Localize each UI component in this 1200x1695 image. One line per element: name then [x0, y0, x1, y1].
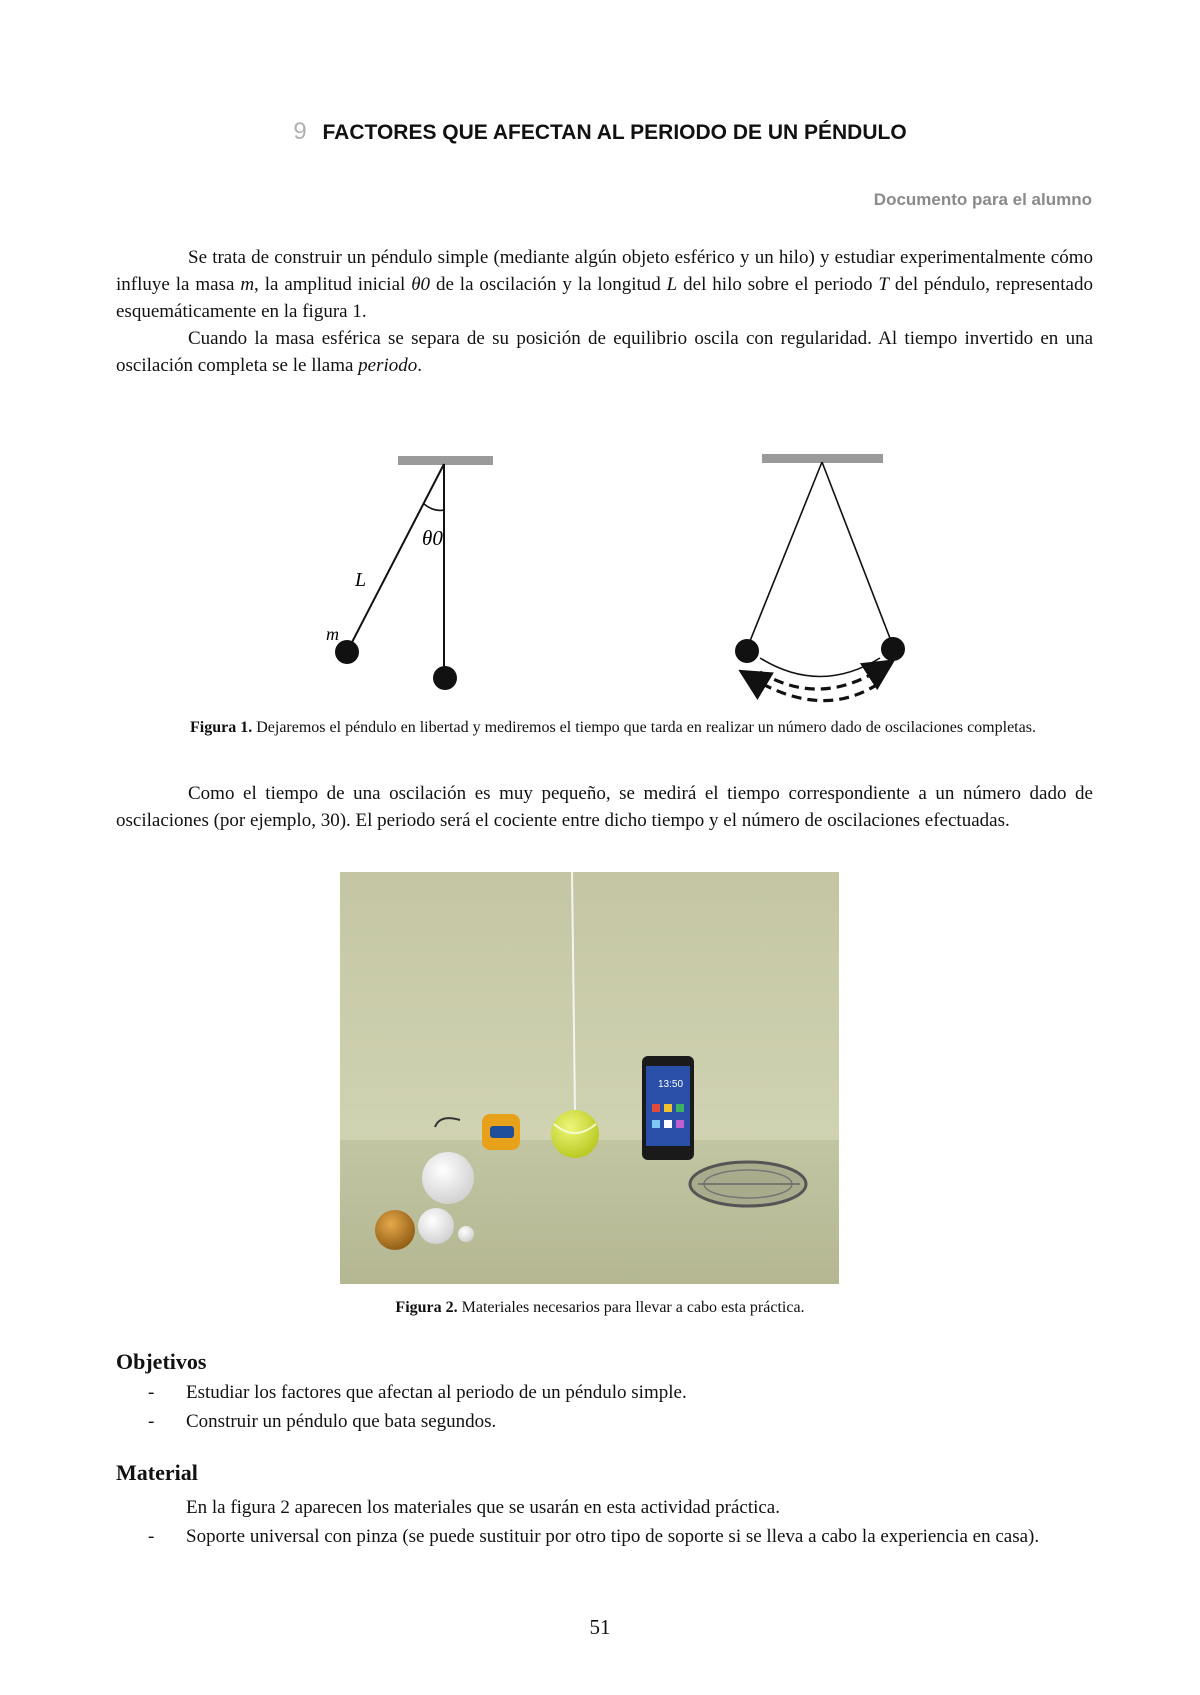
figure-1-caption	[190, 716, 1040, 740]
wooden-ball	[375, 1210, 415, 1250]
support-bar-left	[398, 456, 493, 465]
string-displaced	[348, 464, 444, 650]
figure-2-caption-text: Materiales necesarios para llevar a cabo esta práctica.	[461, 1299, 805, 1316]
measuring-tape-label	[490, 1126, 514, 1138]
intro-paragraph-2	[116, 325, 1093, 379]
text-run: .	[417, 355, 423, 376]
symbol-L: L	[666, 274, 678, 295]
intro-paragraph-1	[116, 244, 1093, 325]
page-number: 51	[589, 1615, 611, 1639]
figure-1-caption-text: Dejaremos el péndulo en libertad y mediremos el tiempo que tarda en realizar un número dado de oscilaciones completas.	[256, 719, 1036, 736]
support-bar-right	[762, 454, 883, 463]
label-m: m	[326, 624, 339, 644]
figure-2-caption	[0, 1296, 1200, 1320]
text-run: Se trata de construir un péndulo simple (mediante algún objeto esférico y un hilo) y estudiar experimentalmente cómo influye la masa	[116, 247, 1093, 295]
chapter-title: FACTORES QUE AFECTAN AL PERIODO DE UN PÉNDULO	[322, 121, 907, 144]
list-item-text: Construir un péndulo que bata segundos.	[186, 1411, 497, 1432]
label-L: L	[355, 569, 367, 591]
app-icon	[676, 1104, 684, 1112]
list-bullet: -	[148, 1411, 155, 1432]
text-run: de la oscilación y la longitud	[430, 274, 667, 295]
app-icon	[652, 1104, 660, 1112]
paragraph-measurement	[116, 780, 1093, 834]
chapter-number: 9	[293, 118, 307, 145]
angle-arc	[424, 504, 444, 510]
figure-2-photo	[340, 872, 839, 1284]
symbol-T: T	[878, 274, 889, 295]
list-item	[150, 1379, 1093, 1406]
swing-arrow-right	[760, 668, 882, 689]
string-left-extreme	[748, 462, 822, 646]
list-item	[150, 1523, 1093, 1550]
photo-wall	[340, 872, 839, 1142]
text-run: , la amplitud inicial	[254, 274, 412, 295]
large-white-ball	[422, 1152, 474, 1204]
bob-equilibrium	[433, 666, 457, 690]
phone-clock: 13:50	[658, 1079, 684, 1090]
text-run: del péndulo, representado esquemáticamente en la figura 1.	[116, 274, 1093, 322]
symbol-theta0: θ0	[411, 274, 431, 295]
figure-1-pendulum-diagram	[0, 440, 1200, 710]
small-ball	[458, 1226, 474, 1242]
app-icon	[676, 1120, 684, 1128]
section-heading-objetivos: Objetivos	[116, 1349, 207, 1374]
materials-photo	[340, 872, 839, 1284]
material-intro: En la figura 2 aparecen los materiales que se usarán en esta actividad práctica.	[186, 1497, 780, 1518]
ping-pong-ball	[418, 1208, 454, 1244]
label-theta0: θ0	[422, 526, 443, 550]
page-title	[0, 118, 1200, 146]
bob-left-extreme	[735, 639, 759, 663]
document-subtitle: Documento para el alumno	[873, 190, 1092, 209]
text-run: Como el tiempo de una oscilación es muy pequeño, se medirá el tiempo correspondiente a un número dado de oscilaciones (por ejemplo, 30). El periodo será el cociente entre dicho tiempo y el número de oscilaciones efectuadas.	[116, 783, 1093, 831]
app-icon	[664, 1120, 672, 1128]
list-item-text: Estudiar los factores que afectan al periodo de un péndulo simple.	[186, 1382, 687, 1403]
text-run: Cuando la masa esférica se separa de su posición de equilibrio oscila con regularidad. Al tiempo invertido en una oscilación completa se le llama	[116, 328, 1093, 376]
section-heading-material: Material	[116, 1460, 198, 1485]
bob-right-extreme	[881, 637, 905, 661]
app-icon	[664, 1104, 672, 1112]
list-bullet: -	[148, 1382, 155, 1403]
figure-2-caption-label: Figura 2.	[395, 1299, 458, 1316]
text-run: del hilo sobre el periodo	[677, 274, 879, 295]
figure-1-caption-label: Figura 1.	[190, 719, 253, 736]
app-icon	[652, 1120, 660, 1128]
symbol-m: m	[240, 274, 255, 295]
term-periodo: periodo	[358, 355, 418, 376]
swing-path-arc	[760, 658, 880, 677]
list-item-text: Soporte universal con pinza (se puede sustituir por otro tipo de soporte si se lleva a cabo la experiencia en casa).	[186, 1526, 1040, 1547]
list-bullet: -	[148, 1526, 155, 1547]
string-right-extreme	[822, 462, 893, 646]
list-item	[150, 1408, 1093, 1435]
